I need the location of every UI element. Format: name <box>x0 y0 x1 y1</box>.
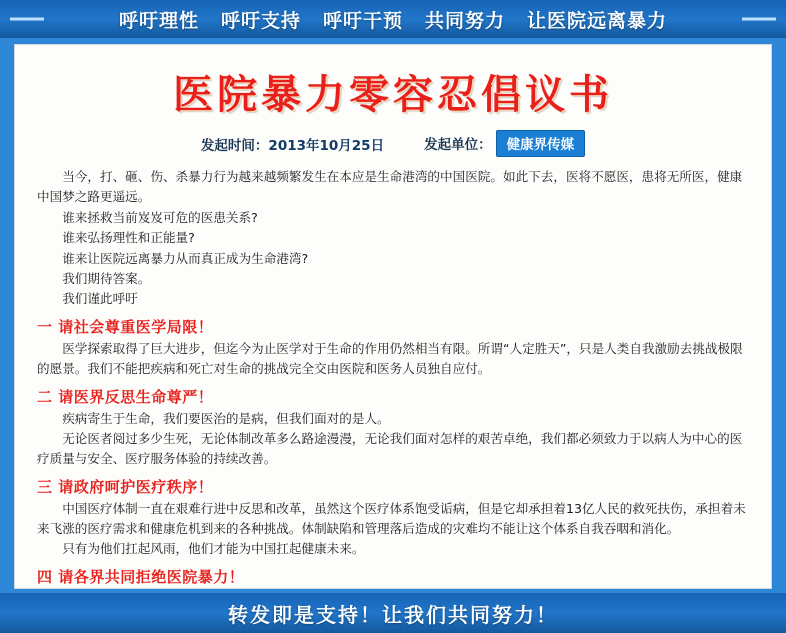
section-paragraph: 中国医疗体制一直在艰难行进中反思和改革，虽然这个医疗体系饱受诟病，但是它却承担着13亿人民的救死扶伤，承担着未来飞涨的医疗需求和健康危机到来的各种挑战。体制缺陷和管理落后造成的灾难均不能让这个体系自我吞咽和消化。 <box>37 500 746 537</box>
section-heading: 一 请社会尊重医学局限！ <box>37 317 214 336</box>
organizer-badge: 健康界传媒 <box>496 130 586 157</box>
organizer <box>424 130 585 157</box>
section-paragraph: 无论医者阅过多少生死，无论体制改革多么路途漫漫，无论我们面对怎样的艰苦卓绝，我们都必须致力于以病人为中心的医疗质量与安全、医疗服务体验的持续改善。 <box>37 430 743 467</box>
intro-paragraph: 谁来让医院远离暴力从而真正成为生命港湾? <box>62 250 309 266</box>
top-banner-slogans <box>119 6 667 33</box>
slogan-item: 呼吁理性 <box>118 9 199 32</box>
section-1 <box>37 316 749 380</box>
slogan-item: 呼吁干预 <box>322 9 403 32</box>
document-meta <box>37 130 749 157</box>
section-heading: 二 请医界反思生命尊严！ <box>37 387 214 406</box>
bottom-banner-text: 转发即是支持！让我们共同努力！ <box>228 602 558 627</box>
section-paragraph: 疾病寄生于生命，我们要医治的是病，但我们面对的是人。 <box>62 410 390 426</box>
slogan-item: 共同努力 <box>425 9 506 32</box>
document-sheet <box>14 44 772 589</box>
page-title: 医院暴力零容忍倡议书 <box>173 71 613 118</box>
launch-time-label: 发起时间： <box>200 137 269 154</box>
intro-paragraph: 我们谨此呼吁 <box>62 291 138 307</box>
section-heading: 四 请各界共同拒绝医院暴力！ <box>37 567 245 586</box>
launch-time <box>201 134 384 154</box>
intro-paragraph: 我们期待答案。 <box>62 270 151 286</box>
section-paragraph: 只有为他们扛起风雨，他们才能为中国扛起健康未来。 <box>62 541 365 557</box>
section-body <box>37 499 749 560</box>
section-heading: 三 请政府呵护医疗秩序！ <box>37 477 214 496</box>
top-banner <box>0 0 786 38</box>
section-body <box>37 409 749 470</box>
bottom-banner <box>0 593 786 633</box>
section-3 <box>37 476 749 560</box>
slogan-item: 让医院远离暴力 <box>527 9 668 32</box>
section-4 <box>37 566 749 589</box>
intro-block <box>37 167 749 310</box>
launch-time-value: 2013年10月25日 <box>268 137 385 154</box>
intro-paragraph: 谁来拯救当前岌岌可危的医患关系? <box>62 209 258 225</box>
organizer-label: 发起单位： <box>424 137 492 153</box>
section-paragraph: 医学探索取得了巨大进步，但迄今为止医学对于生命的作用仍然相当有限。所谓“人定胜天”，只是人类自我激励去挑战极限的愿景。我们不能把疾病和死亡对生命的挑战完全交由医院和医务人员独自应付。 <box>37 340 743 377</box>
section-2 <box>37 386 749 470</box>
banner-right-rule <box>742 18 776 21</box>
intro-paragraph: 当今，打、砸、伤、杀暴力行为越来越频繁发生在本应是生命港湾的中国医院。如此下去，医将不愿医，患将无所医，健康中国梦之路更遥远。 <box>37 169 743 205</box>
banner-left-rule <box>10 18 44 21</box>
section-body <box>37 339 749 380</box>
intro-paragraph: 谁来弘扬理性和正能量? <box>62 230 195 246</box>
slogan-item: 呼吁支持 <box>220 9 301 32</box>
